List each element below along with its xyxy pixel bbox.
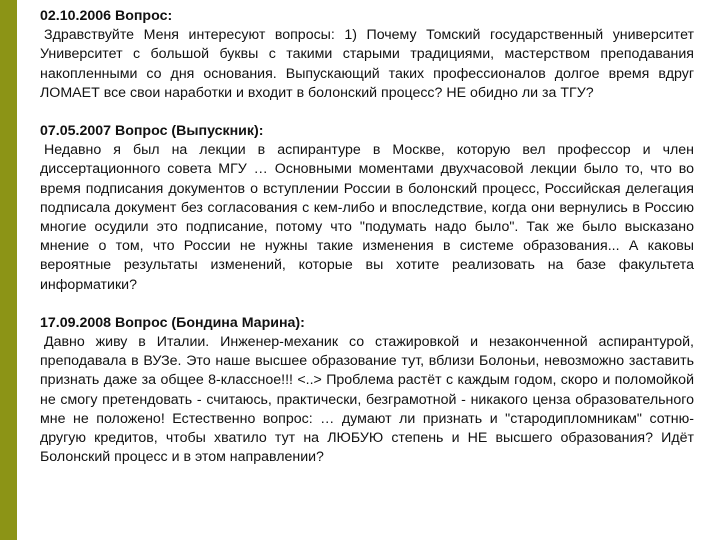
question-entry-3 <box>40 314 694 468</box>
question-heading: 02.10.2006 Вопрос: <box>40 8 173 24</box>
question-entry-1 <box>40 7 694 103</box>
accent-bar <box>0 0 17 540</box>
question-text: Недавно я был на лекции в аспирантуре в Москве, которую вел профессор и член диссертационного совета МГУ … Основными моментами двухчасовой лекции было то, что во время подписания документов о вступлении России в болонский процесс, Российская делегация подписала документ без согласования с кем-либо и впоследствие, когда они вернулись в Россию многие осудили это подписание, потому что "подумать надо было". Так же было высказано мнение о том, что России не нужны такие изменения в системе образования... А каковы вероятные результаты изменений, которые вы хотите реализовать на базе факультета информатики? <box>40 142 694 293</box>
question-entry-2 <box>40 122 694 295</box>
question-heading: 17.09.2008 Вопрос (Бондина Марина): <box>40 314 305 331</box>
question-heading: 07.05.2007 Вопрос (Выпускник): <box>40 123 264 140</box>
qa-document <box>40 7 694 486</box>
question-text: Здравствуйте Меня интересуют вопросы: 1) Почему Томский государственный университет Университет с большой буквы с такими старыми традициями, мастерством преподавания накопленными со дня основания. Выпускающий таких профессионалов долгое время вдруг ЛОМАЕТ все свои наработки и входит в болонский процесс? НЕ обидно ли за ТГУ? <box>40 27 694 101</box>
question-text: Давно живу в Италии. Инженер-механик со стажировкой и незаконченной аспирантурой, преподавала в ВУЗе. Это наше высшее образование тут, вблизи Болоньи, невозможно заставить признать даже за общее 8-классное!!! <..> Проблема растёт с каждым годом, скоро и поломойкой не смогу претендовать - считаюсь, практически, безграмотной - никакого ценза образовательного мне не положено! Естественно вопрос: … думают ли признать и "стародипломникам" сотню-другую кредитов, чтобы хватило тут на ЛЮБУЮ степень и НЕ высшего образования? Идёт Болонский процесс и в этом направлении? <box>40 334 694 466</box>
